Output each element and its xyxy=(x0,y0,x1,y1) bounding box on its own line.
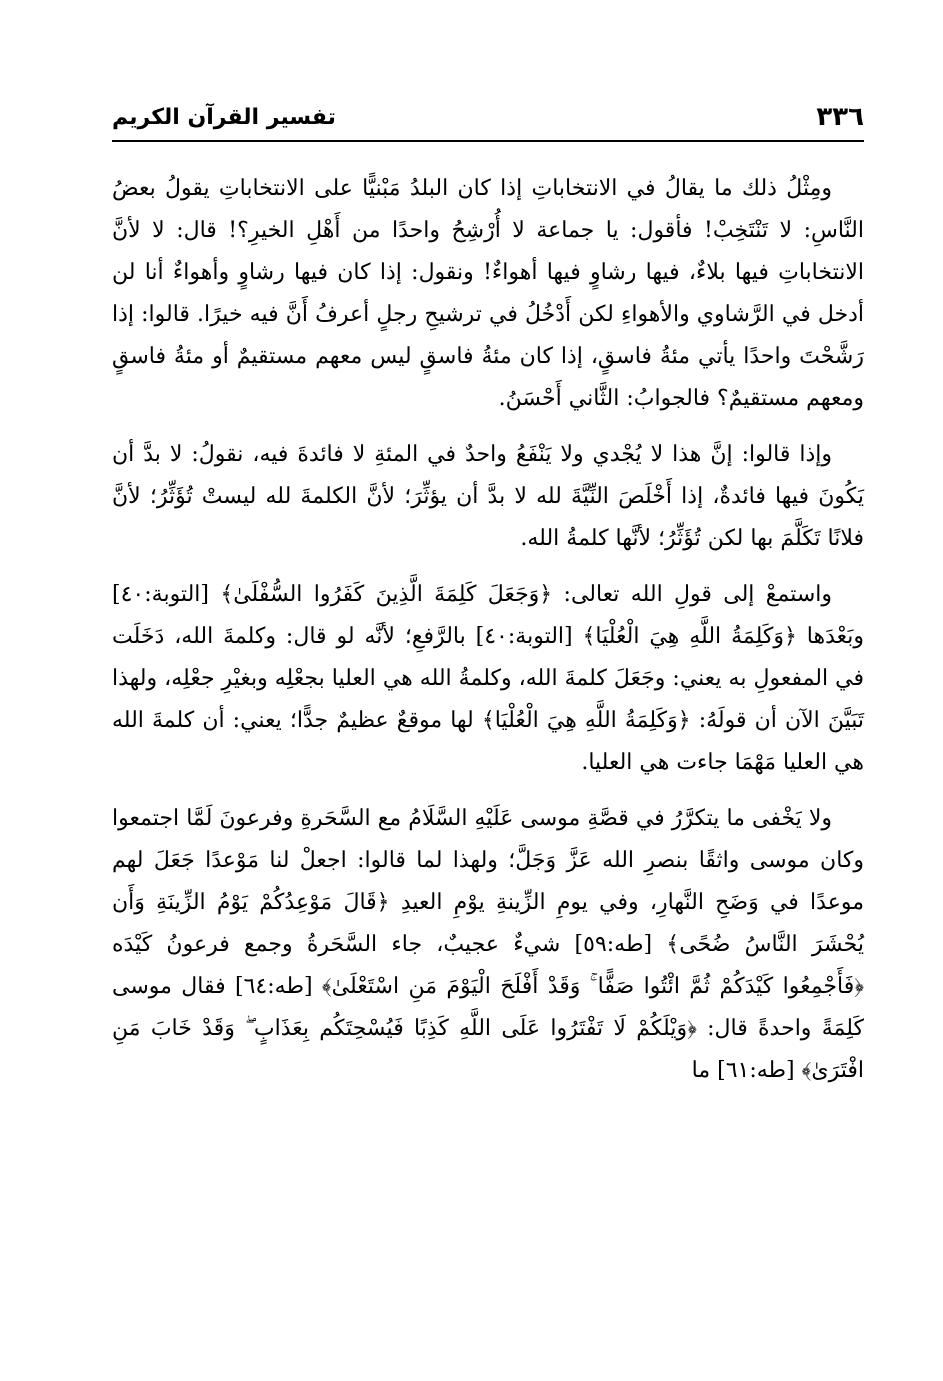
paragraph: واستمعْ إلى قولِ الله تعالى: ﴿وَجَعَلَ كَلِمَةَ الَّذِينَ كَفَرُوا السُّفْلَىٰ﴾ [التوبة:٤٠] وبَعْدَها ﴿وَكَلِمَةُ اللَّهِ هِيَ الْعُلْيَا﴾ [التوبة:٤٠] بالرَّفعِ؛ لأنَّه لو قال: وكلمةَ الله، دَخَلَت في المفعولِ به يعني: وجَعَلَ كلمةَ الله، وكلمةُ الله هي العليا بجعْلِه وبغيْرِ جعْلِه، ولهذا تَبَيَّنَ الآن أن قولَهُ: ﴿وَكَلِمَةُ اللَّهِ هِيَ الْعُلْيَا﴾ لها موقعٌ عظيمٌ جدًّا؛ يعني: أن كلمةَ الله هي العليا مَهْمَا جاءت هي العليا. xyxy=(112,582,864,775)
page-body xyxy=(112,168,864,1106)
paragraph: ومِثْلُ ذلك ما يقالُ في الانتخاباتِ إذا كان البلدُ مَبْنيًّا على الانتخاباتِ يقولُ بعضُ النَّاسِ: لا تَنْتَخِبْ! فأقول: يا جماعة لا أُرْشِحُ واحدًا من أَهْلِ الخيرِ؟! قال: لا لأنَّ الانتخاباتِ فيها بلاءٌ، فيها رشاوٍ فيها أهواءٌ! ونقول: إذا كان فيها رشاوٍ وأهواءٌ أنا لن أدخل في الرَّشاوي والأهواءِ لكن أَدْخُلُ في ترشيحِ رجلٍ أعرفُ أَنَّ فيه خيرًا. قالوا: إذا رَشَّحْتَ واحدًا يأتي مئةُ فاسقٍ، إذا كان مئةُ فاسقٍ ليس معهم مستقيمٌ أو مئةُ فاسقٍ ومعهم مستقيمٌ؟ فالجوابُ: الثَّاني أَحْسَنُ. xyxy=(112,176,864,411)
paragraph: ولا يَخْفى ما يتكرَّرُ في قصَّةِ موسى عَلَيْهِ السَّلَامُ مع السَّحَرةِ وفرعونَ لَمَّا اجتمعوا وكان موسى واثقًا بنصرِ الله عَزَّ وَجَلَّ؛ ولهذا لما قالوا: اجعلْ لنا مَوْعدًا جَعَلَ لهم موعدًا في وَضَحِ النَّهارِ، وفي يومِ الزِّينةِ يوْمِ العيدِ ﴿قَالَ مَوْعِدُكُمْ يَوْمُ الزِّينَةِ وَأَن يُحْشَرَ النَّاسُ ضُحًى﴾ [طه:٥٩] شيءٌ عجيبٌ، جاء السَّحَرةُ وجمع فرعونُ كَيْدَه ﴿فَأَجْمِعُوا كَيْدَكُمْ ثُمَّ ائْتُوا صَفًّا ۚ وَقَدْ أَفْلَحَ الْيَوْمَ مَنِ اسْتَعْلَىٰ﴾ [طه:٦٤] فقال موسى كَلِمَةً واحدةً قال: ﴿وَيْلَكُمْ لَا تَفْتَرُوا عَلَى اللَّهِ كَذِبًا فَيُسْحِتَكُم بِعَذَابٍ ۖ وَقَدْ خَابَ مَنِ افْتَرَىٰ﴾ [طه:٦١] ما xyxy=(112,806,864,1083)
header-divider xyxy=(112,140,864,142)
page-header xyxy=(112,100,864,140)
page-number: ٣٣٦ xyxy=(816,102,864,132)
book-title: تفسير القرآن الكريم xyxy=(112,105,336,130)
paragraph: وإذا قالوا: إنَّ هذا لا يُجْدي ولا يَنْفَعُ واحدٌ في المئةِ لا فائدةَ فيه، نقولُ: لا بدَّ أن يَكُونَ فيها فائدةٌ، إذا أَخْلَصَ النِّيَّةَ لله لا بدَّ أن يؤثِّرَ؛ لأنَّ الكلمةَ لله ليستْ تُؤَثِّرُ؛ لأنَّ فلانًا تَكَلَّمَ بها لكن تُؤَثِّرُ؛ لأنَّها كلمةُ الله. xyxy=(112,442,864,551)
